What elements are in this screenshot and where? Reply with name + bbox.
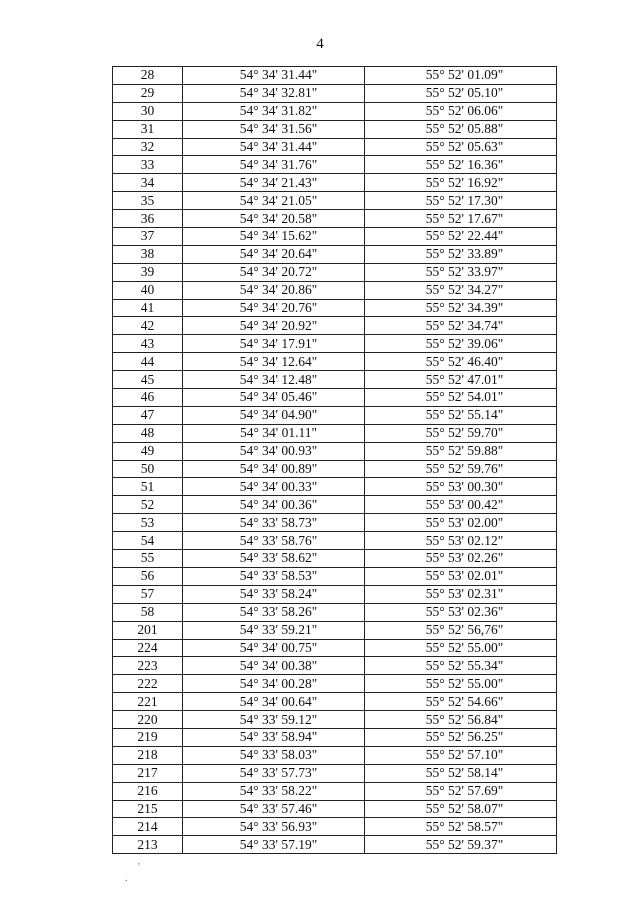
point-number-cell: 220: [113, 711, 183, 729]
longitude-cell: 55° 52' 17.30": [365, 192, 557, 210]
point-number-cell: 41: [113, 299, 183, 317]
table-row: [113, 603, 557, 621]
table-row: [113, 836, 557, 854]
latitude-cell: 54° 34' 00.38": [183, 657, 365, 675]
latitude-cell: 54° 34' 32.81": [183, 84, 365, 102]
point-number-cell: 35: [113, 192, 183, 210]
longitude-cell: 55° 53' 00.42": [365, 496, 557, 514]
table-row: [113, 550, 557, 568]
point-number-cell: 30: [113, 102, 183, 120]
stray-mark: ': [138, 862, 140, 873]
table-row: [113, 406, 557, 424]
longitude-cell: 55° 53' 02.12": [365, 532, 557, 550]
latitude-cell: 54° 34' 00.36": [183, 496, 365, 514]
point-number-cell: 57: [113, 585, 183, 603]
point-number-cell: 221: [113, 693, 183, 711]
point-number-cell: 33: [113, 156, 183, 174]
latitude-cell: 54° 34' 12.64": [183, 353, 365, 371]
longitude-cell: 55° 52' 34.74": [365, 317, 557, 335]
longitude-cell: 55° 52' 55.14": [365, 406, 557, 424]
table-row: [113, 335, 557, 353]
latitude-cell: 54° 34' 31.76": [183, 156, 365, 174]
latitude-cell: 54° 34' 04.90": [183, 406, 365, 424]
table-row: [113, 478, 557, 496]
point-number-cell: 44: [113, 353, 183, 371]
latitude-cell: 54° 34' 20.76": [183, 299, 365, 317]
point-number-cell: 219: [113, 728, 183, 746]
latitude-cell: 54° 34' 31.82": [183, 102, 365, 120]
table-row: [113, 67, 557, 85]
longitude-cell: 55° 52' 56,76": [365, 621, 557, 639]
longitude-cell: 55° 53' 02.01": [365, 567, 557, 585]
point-number-cell: 50: [113, 460, 183, 478]
table-row: [113, 174, 557, 192]
longitude-cell: 55° 52' 59.88": [365, 442, 557, 460]
longitude-cell: 55° 52' 55.34": [365, 657, 557, 675]
point-number-cell: 28: [113, 67, 183, 85]
longitude-cell: 55° 52' 55.00": [365, 675, 557, 693]
point-number-cell: 34: [113, 174, 183, 192]
table-row: [113, 120, 557, 138]
latitude-cell: 54° 34' 20.72": [183, 263, 365, 281]
longitude-cell: 55° 53' 00.30": [365, 478, 557, 496]
longitude-cell: 55° 52' 06.06": [365, 102, 557, 120]
longitude-cell: 55° 53' 02.26": [365, 550, 557, 568]
point-number-cell: 32: [113, 138, 183, 156]
point-number-cell: 223: [113, 657, 183, 675]
latitude-cell: 54° 34' 20.58": [183, 210, 365, 228]
latitude-cell: 54° 34' 00.89": [183, 460, 365, 478]
point-number-cell: 38: [113, 245, 183, 263]
table-row: [113, 585, 557, 603]
longitude-cell: 55° 52' 01.09": [365, 67, 557, 85]
longitude-cell: 55° 52' 59.70": [365, 424, 557, 442]
point-number-cell: 48: [113, 424, 183, 442]
longitude-cell: 55° 52' 05.10": [365, 84, 557, 102]
point-number-cell: 201: [113, 621, 183, 639]
latitude-cell: 54° 34' 31.56": [183, 120, 365, 138]
table-row: [113, 353, 557, 371]
point-number-cell: 49: [113, 442, 183, 460]
point-number-cell: 47: [113, 406, 183, 424]
table-row: [113, 764, 557, 782]
longitude-cell: 55° 52' 22.44": [365, 228, 557, 246]
longitude-cell: 55° 52' 17.67": [365, 210, 557, 228]
longitude-cell: 55° 52' 55.00": [365, 639, 557, 657]
point-number-cell: 217: [113, 764, 183, 782]
table-row: [113, 442, 557, 460]
point-number-cell: 215: [113, 800, 183, 818]
latitude-cell: 54° 33' 59.21": [183, 621, 365, 639]
table-row: [113, 281, 557, 299]
latitude-cell: 54° 33' 56.93": [183, 818, 365, 836]
latitude-cell: 54° 33' 58.62": [183, 550, 365, 568]
latitude-cell: 54° 34' 00.75": [183, 639, 365, 657]
point-number-cell: 40: [113, 281, 183, 299]
table-row: [113, 317, 557, 335]
point-number-cell: 216: [113, 782, 183, 800]
point-number-cell: 36: [113, 210, 183, 228]
longitude-cell: 55° 52' 16.92": [365, 174, 557, 192]
table-row: [113, 496, 557, 514]
latitude-cell: 54° 34' 05.46": [183, 389, 365, 407]
longitude-cell: 55° 53' 02.00": [365, 514, 557, 532]
latitude-cell: 54° 34' 00.64": [183, 693, 365, 711]
latitude-cell: 54° 33' 57.46": [183, 800, 365, 818]
latitude-cell: 54° 34' 17.91": [183, 335, 365, 353]
table-row: [113, 192, 557, 210]
table-row: [113, 567, 557, 585]
latitude-cell: 54° 33' 57.19": [183, 836, 365, 854]
latitude-cell: 54° 33' 58.73": [183, 514, 365, 532]
table-row: [113, 693, 557, 711]
longitude-cell: 55° 52' 34.39": [365, 299, 557, 317]
latitude-cell: 54° 34' 20.92": [183, 317, 365, 335]
coordinates-table-body: [113, 67, 557, 854]
latitude-cell: 54° 33' 58.26": [183, 603, 365, 621]
table-row: [113, 389, 557, 407]
table-row: [113, 818, 557, 836]
table-row: [113, 728, 557, 746]
latitude-cell: 54° 34' 12.48": [183, 371, 365, 389]
table-row: [113, 621, 557, 639]
table-row: [113, 228, 557, 246]
latitude-cell: 54° 34' 00.93": [183, 442, 365, 460]
latitude-cell: 54° 34' 20.86": [183, 281, 365, 299]
latitude-cell: 54° 34' 21.43": [183, 174, 365, 192]
point-number-cell: 213: [113, 836, 183, 854]
latitude-cell: 54° 34' 00.33": [183, 478, 365, 496]
point-number-cell: 58: [113, 603, 183, 621]
table-row: [113, 675, 557, 693]
table-row: [113, 639, 557, 657]
point-number-cell: 55: [113, 550, 183, 568]
latitude-cell: 54° 34' 31.44": [183, 138, 365, 156]
latitude-cell: 54° 33' 58.22": [183, 782, 365, 800]
point-number-cell: 53: [113, 514, 183, 532]
point-number-cell: 214: [113, 818, 183, 836]
longitude-cell: 55° 53' 02.36": [365, 603, 557, 621]
longitude-cell: 55° 52' 05.88": [365, 120, 557, 138]
point-number-cell: 31: [113, 120, 183, 138]
latitude-cell: 54° 33' 57.73": [183, 764, 365, 782]
table-row: [113, 460, 557, 478]
latitude-cell: 54° 34' 00.28": [183, 675, 365, 693]
table-row: [113, 263, 557, 281]
point-number-cell: 56: [113, 567, 183, 585]
point-number-cell: 45: [113, 371, 183, 389]
table-row: [113, 532, 557, 550]
longitude-cell: 55° 52' 05.63": [365, 138, 557, 156]
page-number: 4: [316, 36, 324, 52]
latitude-cell: 54° 34' 31.44": [183, 67, 365, 85]
longitude-cell: 55° 52' 33.89": [365, 245, 557, 263]
point-number-cell: 224: [113, 639, 183, 657]
longitude-cell: 55° 52' 59.37": [365, 836, 557, 854]
point-number-cell: 52: [113, 496, 183, 514]
longitude-cell: 55° 52' 33.97": [365, 263, 557, 281]
point-number-cell: 42: [113, 317, 183, 335]
longitude-cell: 55° 52' 54.66": [365, 693, 557, 711]
latitude-cell: 54° 33' 58.76": [183, 532, 365, 550]
longitude-cell: 55° 52' 59.76": [365, 460, 557, 478]
table-row: [113, 782, 557, 800]
table-row: [113, 156, 557, 174]
longitude-cell: 55° 53' 02.31": [365, 585, 557, 603]
longitude-cell: 55° 52' 57.10": [365, 746, 557, 764]
table-row: [113, 102, 557, 120]
latitude-cell: 54° 34' 15.62": [183, 228, 365, 246]
table-row: [113, 138, 557, 156]
longitude-cell: 55° 52' 58.14": [365, 764, 557, 782]
longitude-cell: 55° 52' 47.01": [365, 371, 557, 389]
longitude-cell: 55° 52' 56.84": [365, 711, 557, 729]
longitude-cell: 55° 52' 16.36": [365, 156, 557, 174]
latitude-cell: 54° 33' 58.53": [183, 567, 365, 585]
latitude-cell: 54° 33' 58.24": [183, 585, 365, 603]
longitude-cell: 55° 52' 58.07": [365, 800, 557, 818]
longitude-cell: 55° 52' 57.69": [365, 782, 557, 800]
point-number-cell: 51: [113, 478, 183, 496]
table-row: [113, 657, 557, 675]
latitude-cell: 54° 34' 21.05": [183, 192, 365, 210]
point-number-cell: 43: [113, 335, 183, 353]
point-number-cell: 222: [113, 675, 183, 693]
latitude-cell: 54° 33' 59.12": [183, 711, 365, 729]
longitude-cell: 55° 52' 56.25": [365, 728, 557, 746]
point-number-cell: 54: [113, 532, 183, 550]
table-row: [113, 299, 557, 317]
longitude-cell: 55° 52' 58.57": [365, 818, 557, 836]
longitude-cell: 55° 52' 34.27": [365, 281, 557, 299]
longitude-cell: 55° 52' 46.40": [365, 353, 557, 371]
table-row: [113, 424, 557, 442]
point-number-cell: 218: [113, 746, 183, 764]
point-number-cell: 39: [113, 263, 183, 281]
point-number-cell: 46: [113, 389, 183, 407]
table-row: [113, 711, 557, 729]
coordinates-table: [112, 66, 557, 854]
table-row: [113, 210, 557, 228]
longitude-cell: 55° 52' 54.01": [365, 389, 557, 407]
table-row: [113, 514, 557, 532]
table-row: [113, 746, 557, 764]
latitude-cell: 54° 34' 20.64": [183, 245, 365, 263]
point-number-cell: 37: [113, 228, 183, 246]
stray-mark: .: [125, 873, 128, 884]
latitude-cell: 54° 33' 58.94": [183, 728, 365, 746]
latitude-cell: 54° 33' 58.03": [183, 746, 365, 764]
longitude-cell: 55° 52' 39.06": [365, 335, 557, 353]
table-row: [113, 371, 557, 389]
table-row: [113, 245, 557, 263]
latitude-cell: 54° 34' 01.11": [183, 424, 365, 442]
point-number-cell: 29: [113, 84, 183, 102]
table-row: [113, 84, 557, 102]
table-row: [113, 800, 557, 818]
